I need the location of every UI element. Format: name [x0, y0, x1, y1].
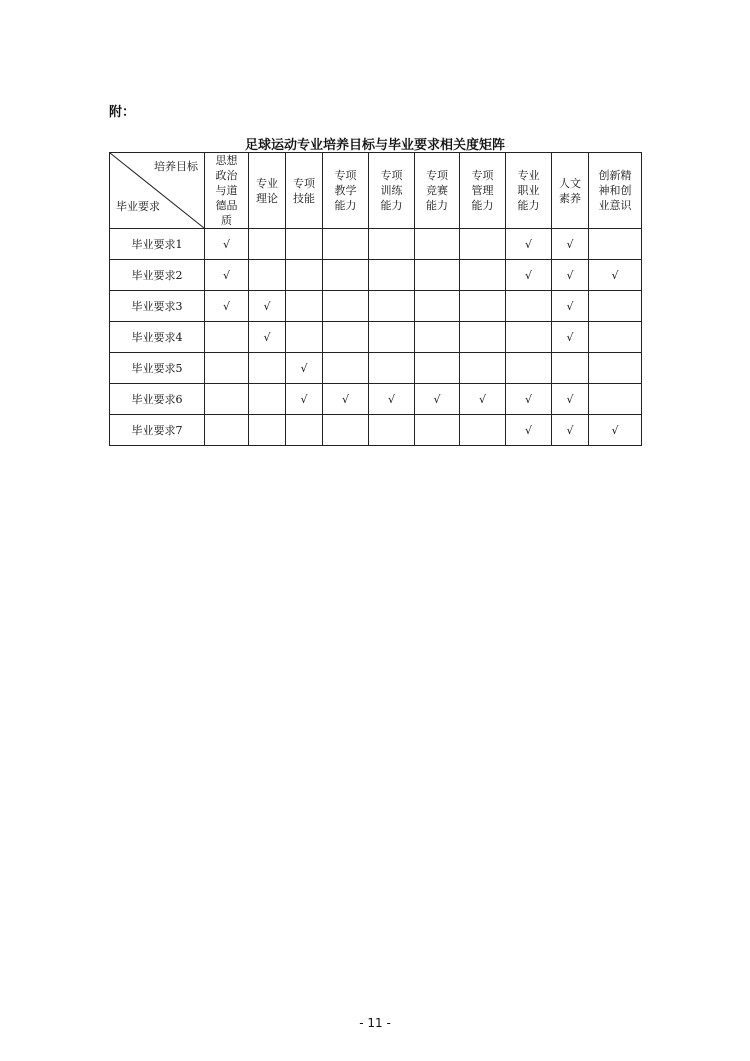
matrix-cell: √ — [589, 415, 642, 446]
column-header-label: 专项训练能力 — [380, 169, 403, 212]
matrix-cell: √ — [552, 291, 589, 322]
matrix-cell — [369, 353, 415, 384]
matrix-cell: √ — [506, 415, 552, 446]
table-row — [110, 353, 642, 384]
matrix-cell: √ — [249, 291, 286, 322]
table-row — [110, 260, 642, 291]
matrix-cell — [249, 229, 286, 260]
column-header — [323, 153, 369, 229]
column-header — [369, 153, 415, 229]
matrix-cell — [323, 260, 369, 291]
matrix-cell: √ — [552, 322, 589, 353]
matrix-cell: √ — [506, 260, 552, 291]
matrix-cell — [415, 415, 460, 446]
appendix-label: 附： — [109, 105, 136, 120]
matrix-cell: √ — [506, 384, 552, 415]
matrix-cell: √ — [286, 384, 323, 415]
column-header — [415, 153, 460, 229]
column-header-label: 专项管理能力 — [471, 169, 494, 212]
column-header — [552, 153, 589, 229]
matrix-cell — [369, 229, 415, 260]
table-row — [110, 384, 642, 415]
table-row — [110, 229, 642, 260]
row-label: 毕业要求4 — [110, 322, 205, 353]
matrix-cell — [460, 260, 506, 291]
matrix-cell — [415, 291, 460, 322]
matrix-cell — [460, 229, 506, 260]
matrix-cell: √ — [323, 384, 369, 415]
matrix-cell — [589, 291, 642, 322]
matrix-cell: √ — [415, 384, 460, 415]
column-header-label: 创新精神和创业意识 — [598, 169, 632, 212]
matrix-cell: √ — [552, 384, 589, 415]
matrix-cell: √ — [589, 260, 642, 291]
row-label: 毕业要求5 — [110, 353, 205, 384]
matrix-cell: √ — [286, 353, 323, 384]
matrix-cell — [552, 353, 589, 384]
matrix-cell: √ — [205, 229, 249, 260]
page-number: - 11 - — [359, 1016, 391, 1030]
matrix-cell: √ — [205, 260, 249, 291]
table-row — [110, 322, 642, 353]
matrix-cell — [415, 260, 460, 291]
matrix-cell: √ — [552, 229, 589, 260]
matrix-cell — [589, 353, 642, 384]
matrix-cell: √ — [249, 322, 286, 353]
matrix-cell — [460, 322, 506, 353]
column-header-label: 思想政治与道德品质 — [215, 154, 238, 227]
row-label: 毕业要求1 — [110, 229, 205, 260]
row-label: 毕业要求3 — [110, 291, 205, 322]
matrix-cell: √ — [506, 229, 552, 260]
column-header-label: 专项技能 — [293, 176, 315, 205]
matrix-cell — [323, 353, 369, 384]
matrix-cell — [323, 291, 369, 322]
column-header — [460, 153, 506, 229]
matrix-cell — [249, 384, 286, 415]
row-label: 毕业要求6 — [110, 384, 205, 415]
corner-header-cell — [110, 153, 205, 229]
matrix-cell — [205, 322, 249, 353]
matrix-cell — [460, 415, 506, 446]
matrix-cell — [249, 415, 286, 446]
column-header-label: 专项竞赛能力 — [426, 169, 448, 212]
matrix-cell: √ — [552, 260, 589, 291]
matrix-cell — [286, 415, 323, 446]
matrix-cell — [415, 322, 460, 353]
matrix-cell — [415, 229, 460, 260]
matrix-cell: √ — [205, 291, 249, 322]
column-header-label: 专业理论 — [256, 176, 278, 205]
matrix-body — [110, 229, 642, 446]
column-header — [589, 153, 642, 229]
matrix-cell — [286, 229, 323, 260]
matrix-cell — [589, 322, 642, 353]
matrix-cell: √ — [552, 415, 589, 446]
matrix-cell — [205, 384, 249, 415]
matrix-cell — [506, 353, 552, 384]
column-header — [249, 153, 286, 229]
matrix-cell — [460, 353, 506, 384]
row-label: 毕业要求2 — [110, 260, 205, 291]
corner-top-label: 培养目标 — [154, 160, 198, 173]
matrix-cell — [506, 322, 552, 353]
matrix-cell — [460, 291, 506, 322]
matrix-cell: √ — [369, 384, 415, 415]
matrix-cell — [589, 384, 642, 415]
matrix-cell — [369, 322, 415, 353]
matrix-cell — [506, 291, 552, 322]
column-header-label: 专项教学能力 — [334, 169, 357, 212]
matrix-cell — [369, 415, 415, 446]
matrix-cell — [369, 260, 415, 291]
table-row — [110, 415, 642, 446]
matrix-cell — [249, 260, 286, 291]
matrix-cell — [323, 322, 369, 353]
column-header-label: 人文素养 — [559, 176, 581, 205]
matrix-cell — [415, 353, 460, 384]
matrix-cell — [249, 353, 286, 384]
matrix-cell — [286, 322, 323, 353]
column-header — [205, 153, 249, 229]
column-header — [506, 153, 552, 229]
matrix-cell: √ — [460, 384, 506, 415]
matrix-cell — [323, 229, 369, 260]
matrix-cell — [369, 291, 415, 322]
matrix-cell — [323, 415, 369, 446]
corner-bottom-label: 毕业要求 — [116, 200, 160, 213]
matrix-cell — [286, 260, 323, 291]
column-header-label: 专业职业能力 — [517, 169, 540, 212]
header-row — [110, 153, 642, 229]
row-label: 毕业要求7 — [110, 415, 205, 446]
column-header — [286, 153, 323, 229]
table-title: 足球运动专业培养目标与毕业要求相关度矩阵 — [244, 138, 505, 153]
matrix-cell — [286, 291, 323, 322]
matrix-cell — [589, 229, 642, 260]
matrix-cell — [205, 353, 249, 384]
relevance-matrix-table — [109, 152, 642, 446]
matrix-cell — [205, 415, 249, 446]
table-row — [110, 291, 642, 322]
